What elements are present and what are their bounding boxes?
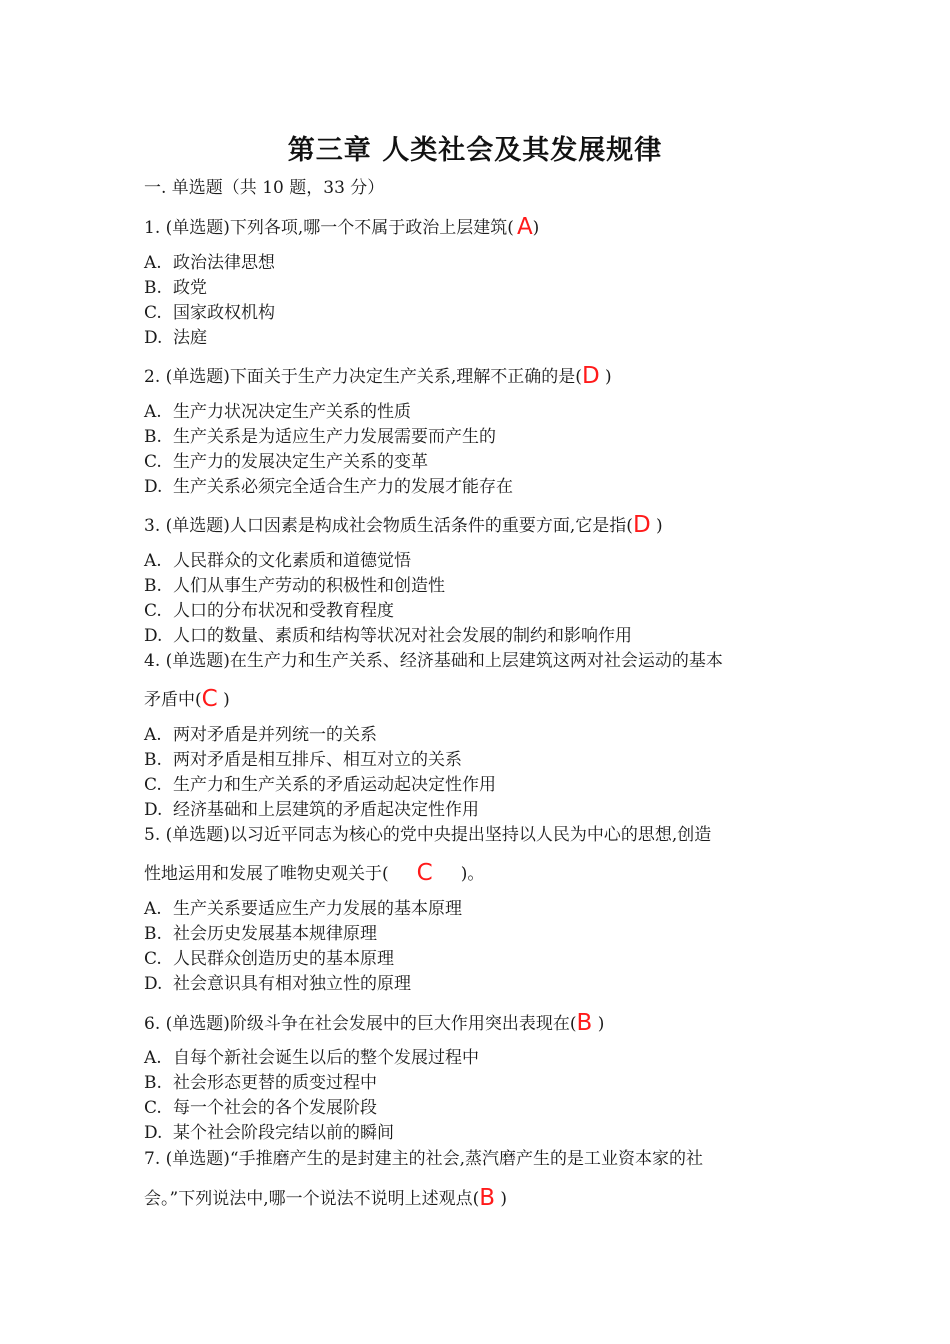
option-c: C. 生产力和生产关系的矛盾运动起决定性作用: [144, 775, 496, 795]
option-b: B. 人们从事生产劳动的积极性和创造性: [144, 576, 445, 596]
answer-mark: D: [632, 512, 651, 538]
question-1: [144, 215, 824, 240]
chapter-title: 第三章 人类社会及其发展规律: [287, 135, 663, 166]
question-tail: )。: [460, 864, 485, 884]
question-tail: ): [532, 218, 540, 238]
option-b: B. 社会历史发展基本规律原理: [144, 924, 377, 944]
option-d: D. 某个社会阶段完结以前的瞬间: [144, 1123, 394, 1143]
option-c: C. 国家政权机构: [144, 303, 275, 323]
option-a: A. 人民群众的文化素质和道德觉悟: [144, 551, 411, 571]
question-tail: ): [217, 690, 230, 710]
section-heading: 一. 单选题（共 10 题，33 分）: [144, 178, 385, 198]
question-4-continued: [144, 687, 230, 712]
option-b: B. 政党: [144, 278, 207, 298]
option-c: C. 每一个社会的各个发展阶段: [144, 1098, 377, 1118]
option-b: B. 两对矛盾是相互排斥、相互对立的关系: [144, 750, 462, 770]
question-tail: ): [650, 516, 663, 536]
question-text: 4. (单选题)在生产力和生产关系、经济基础和上层建筑这两对社会运动的基本: [144, 651, 723, 671]
question-3: [144, 513, 824, 538]
question-text: 3. (单选题)人口因素是构成社会物质生活条件的重要方面,它是指(: [144, 516, 633, 536]
option-d: D. 生产关系必须完全适合生产力的发展才能存在: [144, 477, 513, 497]
question-text: 2. (单选题)下面关于生产力决定生产关系,理解不正确的是(: [144, 367, 582, 387]
option-c: C. 人口的分布状况和受教育程度: [144, 601, 394, 621]
option-b: B. 社会形态更替的质变过程中: [144, 1073, 377, 1093]
option-d: D. 人口的数量、素质和结构等状况对社会发展的制约和影响作用: [144, 626, 632, 646]
answer-mark: D: [581, 363, 600, 389]
question-text: 5. (单选题)以习近平同志为核心的党中央提出坚持以人民为中心的思想,创造: [144, 825, 712, 845]
option-d: D. 社会意识具有相对独立性的原理: [144, 974, 411, 994]
question-5: [144, 823, 824, 847]
question-text: 会。”下列说法中,哪一个说法不说明上述观点(: [144, 1189, 480, 1209]
option-a: A. 自每个新社会诞生以后的整个发展过程中: [144, 1048, 479, 1068]
question-4: [144, 649, 824, 673]
option-c: C. 生产力的发展决定生产关系的变革: [144, 452, 428, 472]
question-text: 1. (单选题)下列各项,哪一个不属于政治上层建筑(: [144, 218, 514, 238]
question-tail: ): [599, 367, 612, 387]
answer-mark: B: [576, 1010, 593, 1036]
answer-mark: B: [479, 1185, 496, 1211]
question-text: 6. (单选题)阶级斗争在社会发展中的巨大作用突出表现在(: [144, 1014, 577, 1034]
question-text: 7. (单选题)“手推磨产生的是封建主的社会,蒸汽磨产生的是工业资本家的社: [144, 1149, 703, 1169]
option-d: D. 经济基础和上层建筑的矛盾起决定性作用: [144, 800, 479, 820]
answer-mark: A: [516, 214, 533, 240]
option-a: A. 生产关系要适应生产力发展的基本原理: [144, 899, 462, 919]
option-a: A. 生产力状况决定生产关系的性质: [144, 402, 411, 422]
question-tail: ): [592, 1014, 605, 1034]
answer-mark: C: [201, 686, 218, 712]
question-7: [144, 1147, 824, 1171]
option-a: A. 政治法律思想: [144, 253, 275, 273]
option-c: C. 人民群众创造历史的基本原理: [144, 949, 394, 969]
question-5-continued: [144, 861, 484, 886]
option-b: B. 生产关系是为适应生产力发展需要而产生的: [144, 427, 496, 447]
question-6: [144, 1011, 824, 1036]
option-d: D. 法庭: [144, 328, 207, 348]
question-text: 性地运用和发展了唯物史观关于(: [144, 864, 389, 884]
answer-mark: C: [416, 860, 433, 886]
question-tail: ): [495, 1189, 508, 1209]
option-a: A. 两对矛盾是并列统一的关系: [144, 725, 377, 745]
question-7-continued: [144, 1186, 507, 1211]
question-text: 矛盾中(: [144, 690, 202, 710]
question-2: [144, 364, 824, 389]
